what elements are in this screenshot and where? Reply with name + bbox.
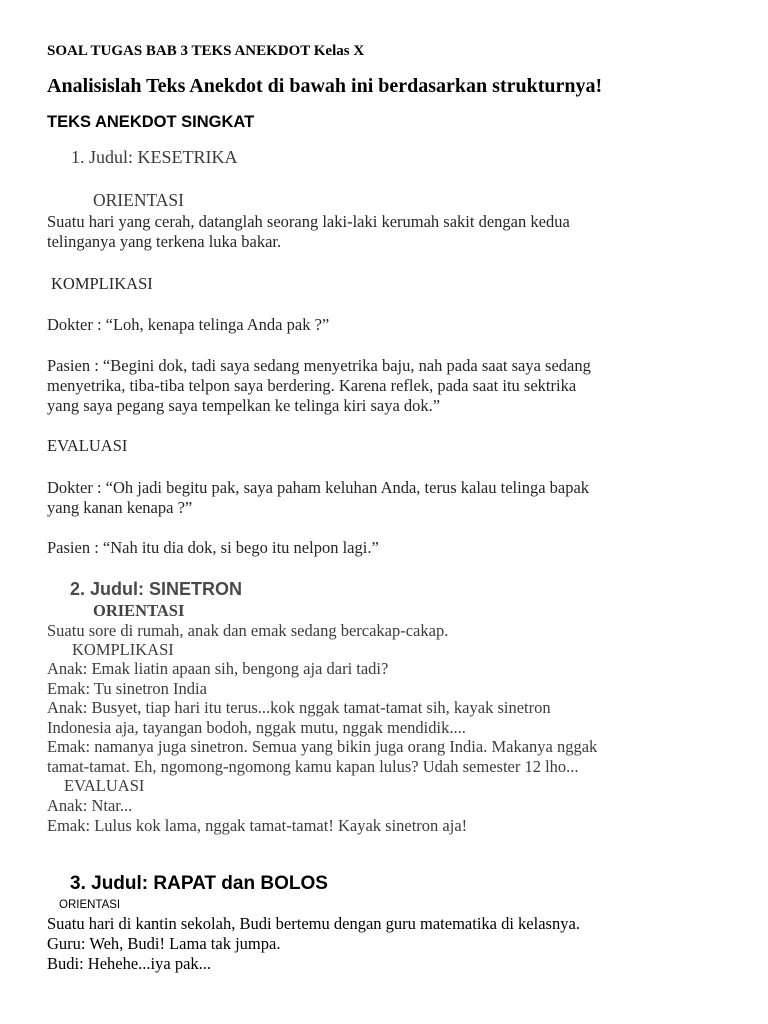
story-1-pasien-line: Pasien : “Nah itu dia dok, si bego itu nelpon lagi.” (47, 538, 379, 557)
story-1-pasien-line: menyetrika, tiba-tiba telpon saya berdering. Karena reflek, pada saat itu sektrika (47, 376, 577, 395)
story-3-heading: 3. Judul: RAPAT dan BOLOS (70, 873, 328, 894)
instruction-heading: Analisislah Teks Anekdot di bawah ini berdasarkan strukturnya! (47, 75, 603, 97)
story-2-orientasi-label: ORIENTASI (93, 601, 185, 620)
story-1-pasien-line: yang saya pegang saya tempelkan ke telinga kiri saya dok.” (47, 396, 441, 415)
story-2-orientasi-line: Suatu sore di rumah, anak dan emak sedang bercakap-cakap. (47, 621, 449, 640)
story-2-dialogue-line: Emak: Tu sinetron India (47, 679, 207, 698)
story-3-line: Guru: Weh, Budi! Lama tak jumpa. (47, 934, 281, 953)
story-1-evaluasi-label: EVALUASI (47, 436, 128, 455)
story-1-orientasi-line: Suatu hari yang cerah, datanglah seorang laki-laki kerumah sakit dengan kedua (47, 212, 570, 231)
story-1-dokter-line: Dokter : “Loh, kenapa telinga Anda pak ?” (47, 315, 330, 334)
story-2-dialogue-line: Anak: Emak liatin apaan sih, bengong aja dari tadi? (47, 659, 389, 678)
story-3-line: Suatu hari di kantin sekolah, Budi bertemu dengan guru matematika di kelasnya. (47, 914, 580, 933)
story-2-dialogue-line: Anak: Ntar... (47, 796, 133, 815)
story-1-orientasi-label: ORIENTASI (93, 190, 184, 210)
story-3-line: Budi: Hehehe...iya pak... (47, 954, 212, 973)
story-2-evaluasi-label: EVALUASI (64, 776, 145, 795)
document-title: SOAL TUGAS BAB 3 TEKS ANEKDOT Kelas X (47, 43, 365, 59)
story-2-dialogue-line: Anak: Busyet, tiap hari itu terus...kok nggak tamat-tamat sih, kayak sinetron (47, 698, 551, 717)
story-2-dialogue-line: Emak: Lulus kok lama, nggak tamat-tamat! Kayak sinetron aja! (47, 816, 468, 835)
story-2-dialogue-line: Indonesia aja, tayangan bodoh, nggak mutu, nggak mendidik.... (47, 718, 466, 737)
story-1-dokter-line: yang kanan kenapa ?” (47, 498, 193, 517)
story-2-dialogue-line: tamat-tamat. Eh, ngomong-ngomong kamu kapan lulus? Udah semester 12 lho... (47, 757, 579, 776)
story-2-dialogue-line: Emak: namanya juga sinetron. Semua yang bikin juga orang India. Makanya nggak (47, 737, 598, 756)
story-2-komplikasi-label: KOMPLIKASI (72, 640, 174, 659)
story-2-heading: 2. Judul: SINETRON (70, 579, 243, 599)
story-1-komplikasi-label: KOMPLIKASI (51, 274, 153, 293)
story-1-pasien-line: Pasien : “Begini dok, tadi saya sedang menyetrika baju, nah pada saat saya sedang (47, 356, 591, 375)
section-subtitle: TEKS ANEKDOT SINGKAT (47, 113, 255, 131)
story-3-orientasi-label: ORIENTASI (59, 899, 121, 911)
story-1-heading: 1. Judul: KESETRIKA (71, 147, 238, 167)
story-1-orientasi-line: telinganya yang terkena luka bakar. (47, 232, 282, 251)
story-1-dokter-line: Dokter : “Oh jadi begitu pak, saya paham keluhan Anda, terus kalau telinga bapak (47, 478, 590, 497)
